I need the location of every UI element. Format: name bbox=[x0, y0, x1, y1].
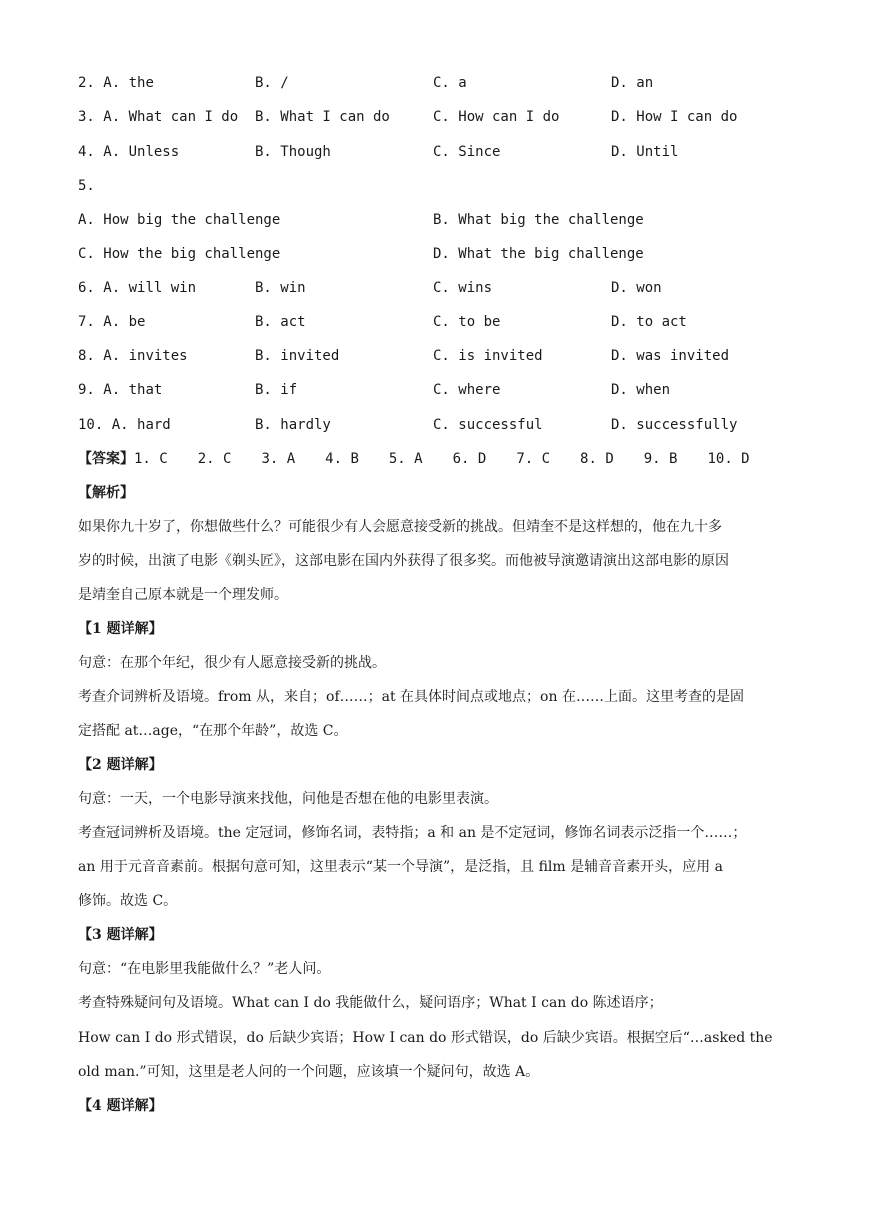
answer-item: 2. C bbox=[197, 451, 232, 467]
analysis-line: 如果你九十岁了，你想做些什么？可能很少有人会愿意接受新的挑战。但靖奎不是这样想的，他在九十多 bbox=[78, 519, 722, 535]
answer-item: 1. C bbox=[134, 451, 168, 467]
question-3-number-and-option-a bbox=[78, 107, 238, 127]
option-c: C. How can I do bbox=[433, 109, 560, 125]
question-number: 3. bbox=[78, 109, 95, 125]
option-c: C. a bbox=[433, 75, 467, 91]
answer-item: 7. C bbox=[516, 451, 551, 467]
question-number: 5. bbox=[78, 178, 95, 194]
option-a: A. hard bbox=[111, 417, 171, 433]
analysis-line: 岁的时候，出演了电影《剃头匠》，这部电影在国内外获得了很多奖。而他被导演邀请演出这部电影的原因 bbox=[78, 553, 729, 569]
option-b: B. / bbox=[255, 75, 289, 91]
question-6-number-and-option-a bbox=[78, 278, 196, 298]
question-row-9 bbox=[78, 380, 790, 400]
answer-item: 9. B bbox=[643, 451, 678, 467]
option-d: D. successfully bbox=[611, 417, 738, 433]
question-2-number-and-option-a bbox=[78, 73, 154, 93]
option-d: D. when bbox=[611, 382, 671, 398]
question-row-6 bbox=[78, 278, 790, 298]
option-b: B. win bbox=[255, 280, 306, 296]
option-c: C. wins bbox=[433, 280, 493, 296]
question-row-3 bbox=[78, 107, 790, 127]
question-8-number-and-option-a bbox=[78, 346, 188, 366]
question-number: 8. bbox=[78, 348, 95, 364]
answer-item: 3. A bbox=[261, 451, 296, 467]
option-a: A. What can I do bbox=[103, 109, 239, 125]
question-5-options-cd bbox=[78, 244, 790, 264]
option-d: D. Until bbox=[611, 144, 679, 160]
detail-line: 考查特殊疑问句及语境。What can I do 我能做什么，疑问语序；What I can do 陈述语序； bbox=[78, 995, 663, 1011]
option-c: C. successful bbox=[433, 417, 543, 433]
question-row-10 bbox=[78, 415, 790, 435]
option-d: D. to act bbox=[611, 314, 687, 330]
question-number: 7. bbox=[78, 314, 95, 330]
option-b: B. Though bbox=[255, 144, 331, 160]
question-row-4 bbox=[78, 142, 790, 162]
option-d: D. an bbox=[611, 75, 654, 91]
question-row-5 bbox=[78, 176, 790, 196]
answer-item: 8. D bbox=[580, 451, 614, 467]
question-4-number-and-option-a bbox=[78, 142, 179, 162]
detail-line: an 用于元音音素前。根据句意可知，这里表示“某一个导演”，是泛指，且 film 是辅音音素开头，应用 a bbox=[78, 859, 723, 875]
option-c: C. to be bbox=[433, 314, 501, 330]
option-a: A. be bbox=[103, 314, 146, 330]
answer-item: 10. D bbox=[707, 451, 750, 467]
detail-1-tag: 【1 题详解】 bbox=[78, 621, 163, 637]
option-a: A. Unless bbox=[103, 144, 180, 160]
answer-key bbox=[78, 449, 790, 469]
detail-2-tag: 【2 题详解】 bbox=[78, 757, 163, 773]
option-d: D. How I can do bbox=[611, 109, 738, 125]
option-b: B. hardly bbox=[255, 417, 331, 433]
detail-line: 句意：一天，一个电影导演来找他，问他是否想在他的电影里表演。 bbox=[78, 791, 498, 807]
detail-line: 句意：“在电影里我能做什么？”老人问。 bbox=[78, 961, 331, 977]
detail-line: How can I do 形式错误，do 后缺少宾语；How I can do 形式错误，do 后缺少宾语。根据空后“…asked the bbox=[78, 1030, 773, 1046]
option-b: B. invited bbox=[255, 348, 340, 364]
option-c: C. is invited bbox=[433, 348, 543, 364]
option-b: B. act bbox=[255, 314, 306, 330]
question-10-number-and-option-a bbox=[78, 415, 171, 435]
option-a: A. invites bbox=[103, 348, 188, 364]
detail-line: old man.”可知，这里是老人问的一个问题，应该填一个疑问句，故选 A。 bbox=[78, 1064, 540, 1080]
option-b: B. if bbox=[255, 382, 298, 398]
option-c: C. How the big challenge bbox=[78, 246, 281, 262]
question-9-number-and-option-a bbox=[78, 380, 162, 400]
question-number: 6. bbox=[78, 280, 95, 296]
question-row-2 bbox=[78, 73, 790, 93]
detail-line: 修饰。故选 C。 bbox=[78, 893, 178, 909]
option-d: D. What the big challenge bbox=[433, 246, 644, 262]
option-c: C. where bbox=[433, 382, 501, 398]
answer-item: 5. A bbox=[388, 451, 423, 467]
answer-item: 4. B bbox=[325, 451, 359, 467]
answer-item: 6. D bbox=[452, 451, 487, 467]
detail-line: 考查冠词辨析及语境。the 定冠词，修饰名词，表特指；a 和 an 是不定冠词，修饰名词表示泛指一个……； bbox=[78, 825, 747, 841]
option-c: C. Since bbox=[433, 144, 501, 160]
question-5-options-ab bbox=[78, 210, 790, 230]
detail-line: 考查介词辨析及语境。from 从，来自；of……；at 在具体时间点或地点；on 在……上面。这里考查的是固 bbox=[78, 689, 744, 705]
question-row-7 bbox=[78, 312, 790, 332]
question-number: 9. bbox=[78, 382, 95, 398]
detail-4-tag: 【4 题详解】 bbox=[78, 1098, 163, 1114]
question-row-8 bbox=[78, 346, 790, 366]
option-a: A. the bbox=[103, 75, 154, 91]
detail-line: 句意：在那个年纪，很少有人愿意接受新的挑战。 bbox=[78, 655, 386, 671]
question-number: 2. bbox=[78, 75, 95, 91]
question-number: 10. bbox=[78, 417, 104, 433]
option-d: D. was invited bbox=[611, 348, 730, 364]
option-b: B. What I can do bbox=[255, 109, 390, 125]
option-d: D. won bbox=[611, 280, 662, 296]
answer-tag: 【答案】 bbox=[78, 451, 134, 467]
option-a: A. that bbox=[103, 382, 163, 398]
option-a: A. will win bbox=[103, 280, 197, 296]
question-number: 4. bbox=[78, 144, 95, 160]
option-a: A. How big the challenge bbox=[78, 212, 281, 228]
detail-3-tag: 【3 题详解】 bbox=[78, 927, 163, 943]
option-b: B. What big the challenge bbox=[433, 212, 644, 228]
question-7-number-and-option-a bbox=[78, 312, 145, 332]
analysis-line: 是靖奎自己原本就是一个理发师。 bbox=[78, 587, 288, 603]
analysis-tag: 【解析】 bbox=[78, 485, 134, 501]
detail-line: 定搭配 at…age，“在那个年龄”，故选 C。 bbox=[78, 723, 348, 739]
